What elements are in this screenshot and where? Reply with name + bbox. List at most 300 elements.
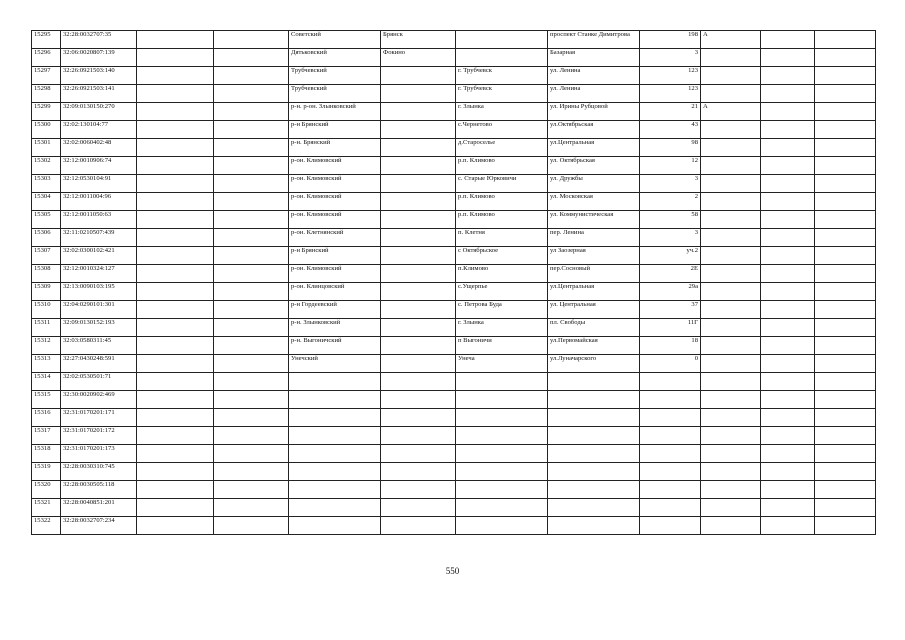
table-row — [32, 355, 876, 373]
empty-cell — [214, 247, 289, 265]
letter-cell: А — [701, 103, 761, 121]
property-register-table — [31, 30, 876, 535]
table-row — [32, 409, 876, 427]
settlement-cell — [381, 427, 456, 445]
empty-cell — [137, 337, 214, 355]
locality-cell — [456, 31, 548, 49]
row-number-cell: 15297 — [32, 67, 61, 85]
locality-cell: р.п. Климово — [456, 193, 548, 211]
row-number-cell: 15314 — [32, 373, 61, 391]
empty-cell — [761, 445, 815, 463]
empty-cell — [815, 427, 876, 445]
settlement-cell — [381, 463, 456, 481]
table-row — [32, 265, 876, 283]
settlement-cell — [381, 211, 456, 229]
empty-cell — [137, 49, 214, 67]
street-cell: ул. Центральная — [548, 301, 640, 319]
district-cell — [289, 463, 381, 481]
row-number-cell: 15300 — [32, 121, 61, 139]
house-number-cell: 11Г — [640, 319, 701, 337]
settlement-cell — [381, 499, 456, 517]
house-number-cell: 2 — [640, 193, 701, 211]
empty-cell — [137, 319, 214, 337]
locality-cell: д.Староселье — [456, 139, 548, 157]
locality-cell — [456, 409, 548, 427]
locality-cell: г. Трубчевск — [456, 85, 548, 103]
empty-cell — [815, 301, 876, 319]
street-cell — [548, 499, 640, 517]
settlement-cell — [381, 355, 456, 373]
district-cell: р-н. Выгоничский — [289, 337, 381, 355]
table-row — [32, 283, 876, 301]
cadastral-number-cell: 32:12:0530104:91 — [61, 175, 137, 193]
empty-cell — [214, 499, 289, 517]
street-cell: ул.Октябрьская — [548, 121, 640, 139]
district-cell: р-он. Климовский — [289, 193, 381, 211]
settlement-cell — [381, 85, 456, 103]
empty-cell — [815, 499, 876, 517]
empty-cell — [214, 409, 289, 427]
locality-cell: г. Злынка — [456, 319, 548, 337]
street-cell — [548, 463, 640, 481]
district-cell: р-он. Климовский — [289, 157, 381, 175]
cadastral-number-cell: 32:11:0210507:439 — [61, 229, 137, 247]
empty-cell — [137, 481, 214, 499]
district-cell: Трубчевский — [289, 85, 381, 103]
letter-cell — [701, 355, 761, 373]
table-row — [32, 31, 876, 49]
cadastral-number-cell: 32:09:0130150:270 — [61, 103, 137, 121]
row-number-cell: 15302 — [32, 157, 61, 175]
empty-cell — [761, 193, 815, 211]
locality-cell: г. Злынка — [456, 103, 548, 121]
empty-cell — [214, 355, 289, 373]
empty-cell — [214, 301, 289, 319]
street-cell: пл. Свободы — [548, 319, 640, 337]
street-cell: ул Заозерная — [548, 247, 640, 265]
letter-cell — [701, 85, 761, 103]
letter-cell — [701, 319, 761, 337]
locality-cell — [456, 463, 548, 481]
cadastral-number-cell: 32:12:0011050:63 — [61, 211, 137, 229]
house-number-cell: 123 — [640, 85, 701, 103]
empty-cell — [815, 67, 876, 85]
empty-cell — [214, 31, 289, 49]
empty-cell — [214, 175, 289, 193]
empty-cell — [815, 481, 876, 499]
settlement-cell — [381, 373, 456, 391]
letter-cell — [701, 337, 761, 355]
district-cell: р-он. Клетнянский — [289, 229, 381, 247]
row-number-cell: 15315 — [32, 391, 61, 409]
table-row — [32, 301, 876, 319]
letter-cell — [701, 193, 761, 211]
row-number-cell: 15311 — [32, 319, 61, 337]
locality-cell: г. Трубчевск — [456, 67, 548, 85]
table-row — [32, 337, 876, 355]
locality-cell: п. Клетня — [456, 229, 548, 247]
letter-cell — [701, 67, 761, 85]
cadastral-number-cell: 32:28:0040851:201 — [61, 499, 137, 517]
empty-cell — [214, 193, 289, 211]
empty-cell — [214, 319, 289, 337]
street-cell — [548, 391, 640, 409]
house-number-cell: 37 — [640, 301, 701, 319]
letter-cell — [701, 139, 761, 157]
street-cell: Базарная — [548, 49, 640, 67]
empty-cell — [761, 67, 815, 85]
house-number-cell: 98 — [640, 139, 701, 157]
district-cell: р-он. Климовский — [289, 175, 381, 193]
cadastral-number-cell: 32:03:0580311:45 — [61, 337, 137, 355]
settlement-cell — [381, 337, 456, 355]
empty-cell — [214, 445, 289, 463]
letter-cell — [701, 517, 761, 535]
locality-cell: с Октябрьское — [456, 247, 548, 265]
house-number-cell — [640, 409, 701, 427]
empty-cell — [214, 121, 289, 139]
street-cell: ул. Дружбы — [548, 175, 640, 193]
street-cell: ул.Первомайская — [548, 337, 640, 355]
table-body — [32, 31, 876, 535]
empty-cell — [137, 445, 214, 463]
street-cell: проспект Станке Димитрова — [548, 31, 640, 49]
empty-cell — [137, 175, 214, 193]
district-cell: Советский — [289, 31, 381, 49]
letter-cell — [701, 391, 761, 409]
locality-cell — [456, 481, 548, 499]
empty-cell — [815, 265, 876, 283]
empty-cell — [137, 517, 214, 535]
empty-cell — [137, 211, 214, 229]
letter-cell — [701, 157, 761, 175]
empty-cell — [214, 157, 289, 175]
district-cell — [289, 445, 381, 463]
cadastral-number-cell: 32:28:0032707:234 — [61, 517, 137, 535]
locality-cell: с. Старые Юрковичи — [456, 175, 548, 193]
empty-cell — [214, 427, 289, 445]
house-number-cell — [640, 445, 701, 463]
table-row — [32, 229, 876, 247]
settlement-cell — [381, 139, 456, 157]
table-row — [32, 67, 876, 85]
settlement-cell — [381, 319, 456, 337]
table-row — [32, 247, 876, 265]
settlement-cell — [381, 283, 456, 301]
empty-cell — [214, 265, 289, 283]
empty-cell — [815, 391, 876, 409]
empty-cell — [815, 355, 876, 373]
table-row — [32, 49, 876, 67]
row-number-cell: 15298 — [32, 85, 61, 103]
district-cell — [289, 391, 381, 409]
empty-cell — [214, 229, 289, 247]
house-number-cell: 2Е — [640, 265, 701, 283]
table-row — [32, 103, 876, 121]
street-cell: пер. Ленина — [548, 229, 640, 247]
cadastral-number-cell: 32:28:0032707:35 — [61, 31, 137, 49]
empty-cell — [214, 85, 289, 103]
empty-cell — [761, 301, 815, 319]
empty-cell — [137, 67, 214, 85]
empty-cell — [815, 85, 876, 103]
letter-cell — [701, 247, 761, 265]
empty-cell — [815, 139, 876, 157]
letter-cell — [701, 499, 761, 517]
empty-cell — [815, 463, 876, 481]
table-row — [32, 373, 876, 391]
house-number-cell: 198 — [640, 31, 701, 49]
letter-cell — [701, 49, 761, 67]
locality-cell: р.п. Климово — [456, 211, 548, 229]
house-number-cell: 18 — [640, 337, 701, 355]
district-cell — [289, 427, 381, 445]
empty-cell — [815, 121, 876, 139]
empty-cell — [761, 229, 815, 247]
empty-cell — [815, 445, 876, 463]
district-cell — [289, 499, 381, 517]
cadastral-number-cell: 32:26:0921503:141 — [61, 85, 137, 103]
street-cell: ул.Луначарского — [548, 355, 640, 373]
row-number-cell: 15321 — [32, 499, 61, 517]
cadastral-number-cell: 32:13:0090103:195 — [61, 283, 137, 301]
row-number-cell: 15318 — [32, 445, 61, 463]
row-number-cell: 15316 — [32, 409, 61, 427]
settlement-cell — [381, 247, 456, 265]
letter-cell — [701, 121, 761, 139]
district-cell — [289, 373, 381, 391]
empty-cell — [761, 85, 815, 103]
street-cell — [548, 481, 640, 499]
letter-cell: А — [701, 31, 761, 49]
empty-cell — [761, 31, 815, 49]
district-cell: Унечский — [289, 355, 381, 373]
empty-cell — [815, 211, 876, 229]
empty-cell — [815, 193, 876, 211]
district-cell: р-н Брянский — [289, 247, 381, 265]
street-cell: пер.Сосновый — [548, 265, 640, 283]
cadastral-number-cell: 32:04:0290101:301 — [61, 301, 137, 319]
settlement-cell — [381, 67, 456, 85]
empty-cell — [214, 337, 289, 355]
table-row — [32, 427, 876, 445]
letter-cell — [701, 427, 761, 445]
row-number-cell: 15307 — [32, 247, 61, 265]
settlement-cell — [381, 391, 456, 409]
table-row — [32, 211, 876, 229]
district-cell: р-он. Климовский — [289, 211, 381, 229]
house-number-cell: 0 — [640, 355, 701, 373]
house-number-cell: 58 — [640, 211, 701, 229]
empty-cell — [761, 517, 815, 535]
cadastral-number-cell: 32:30:0020902:469 — [61, 391, 137, 409]
empty-cell — [137, 391, 214, 409]
locality-cell — [456, 373, 548, 391]
empty-cell — [137, 193, 214, 211]
district-cell — [289, 481, 381, 499]
settlement-cell — [381, 481, 456, 499]
house-number-cell: 43 — [640, 121, 701, 139]
row-number-cell: 15320 — [32, 481, 61, 499]
street-cell: ул. Коммунистическая — [548, 211, 640, 229]
cadastral-number-cell: 32:31:0170201:173 — [61, 445, 137, 463]
settlement-cell — [381, 301, 456, 319]
letter-cell — [701, 283, 761, 301]
empty-cell — [214, 481, 289, 499]
letter-cell — [701, 265, 761, 283]
empty-cell — [761, 157, 815, 175]
street-cell: ул.Центральная — [548, 139, 640, 157]
locality-cell — [456, 427, 548, 445]
empty-cell — [815, 337, 876, 355]
locality-cell — [456, 445, 548, 463]
row-number-cell: 15312 — [32, 337, 61, 355]
cadastral-number-cell: 32:27:0430248:591 — [61, 355, 137, 373]
empty-cell — [214, 67, 289, 85]
row-number-cell: 15310 — [32, 301, 61, 319]
street-cell: ул. Ленина — [548, 85, 640, 103]
row-number-cell: 15308 — [32, 265, 61, 283]
cadastral-number-cell: 32:02:130104:77 — [61, 121, 137, 139]
district-cell: р-н. Злынковский — [289, 319, 381, 337]
district-cell: Трубчевский — [289, 67, 381, 85]
house-number-cell — [640, 517, 701, 535]
empty-cell — [815, 319, 876, 337]
row-number-cell: 15296 — [32, 49, 61, 67]
cadastral-number-cell: 32:31:0170201:171 — [61, 409, 137, 427]
empty-cell — [815, 49, 876, 67]
locality-cell: с.Чернетово — [456, 121, 548, 139]
table-row — [32, 391, 876, 409]
empty-cell — [137, 139, 214, 157]
house-number-cell: уч.2 — [640, 247, 701, 265]
locality-cell — [456, 391, 548, 409]
house-number-cell — [640, 373, 701, 391]
empty-cell — [761, 481, 815, 499]
locality-cell: п.Климово — [456, 265, 548, 283]
row-number-cell: 15319 — [32, 463, 61, 481]
empty-cell — [137, 355, 214, 373]
empty-cell — [761, 427, 815, 445]
cadastral-number-cell: 32:02:0300102:421 — [61, 247, 137, 265]
empty-cell — [815, 283, 876, 301]
empty-cell — [815, 103, 876, 121]
table-row — [32, 499, 876, 517]
district-cell: р-н Брянский — [289, 121, 381, 139]
empty-cell — [137, 427, 214, 445]
empty-cell — [137, 373, 214, 391]
empty-cell — [137, 499, 214, 517]
empty-cell — [214, 373, 289, 391]
empty-cell — [815, 247, 876, 265]
settlement-cell — [381, 193, 456, 211]
row-number-cell: 15317 — [32, 427, 61, 445]
empty-cell — [761, 175, 815, 193]
empty-cell — [761, 355, 815, 373]
row-number-cell: 15295 — [32, 31, 61, 49]
empty-cell — [214, 391, 289, 409]
row-number-cell: 15309 — [32, 283, 61, 301]
house-number-cell: 3 — [640, 229, 701, 247]
empty-cell — [137, 31, 214, 49]
street-cell — [548, 427, 640, 445]
row-number-cell: 15301 — [32, 139, 61, 157]
empty-cell — [761, 463, 815, 481]
empty-cell — [761, 247, 815, 265]
row-number-cell: 15304 — [32, 193, 61, 211]
locality-cell — [456, 49, 548, 67]
table-row — [32, 157, 876, 175]
row-number-cell: 15303 — [32, 175, 61, 193]
letter-cell — [701, 373, 761, 391]
cadastral-number-cell: 32:26:0921503:140 — [61, 67, 137, 85]
table-row — [32, 139, 876, 157]
row-number-cell: 15313 — [32, 355, 61, 373]
empty-cell — [137, 247, 214, 265]
house-number-cell — [640, 391, 701, 409]
locality-cell: р.п. Климово — [456, 157, 548, 175]
settlement-cell: Брянск — [381, 31, 456, 49]
empty-cell — [214, 103, 289, 121]
empty-cell — [761, 337, 815, 355]
empty-cell — [761, 49, 815, 67]
empty-cell — [214, 283, 289, 301]
empty-cell — [761, 391, 815, 409]
letter-cell — [701, 175, 761, 193]
empty-cell — [137, 409, 214, 427]
empty-cell — [137, 301, 214, 319]
row-number-cell: 15306 — [32, 229, 61, 247]
house-number-cell: 21 — [640, 103, 701, 121]
empty-cell — [214, 49, 289, 67]
empty-cell — [137, 265, 214, 283]
empty-cell — [815, 373, 876, 391]
table-row — [32, 121, 876, 139]
letter-cell — [701, 409, 761, 427]
table-row — [32, 463, 876, 481]
cadastral-number-cell: 32:02:0060402:48 — [61, 139, 137, 157]
cadastral-number-cell: 32:09:0130152:193 — [61, 319, 137, 337]
district-cell: р-н Гордеевский — [289, 301, 381, 319]
street-cell — [548, 373, 640, 391]
empty-cell — [137, 229, 214, 247]
empty-cell — [214, 463, 289, 481]
street-cell — [548, 409, 640, 427]
street-cell: ул. Московская — [548, 193, 640, 211]
locality-cell — [456, 517, 548, 535]
empty-cell — [761, 139, 815, 157]
settlement-cell — [381, 445, 456, 463]
cadastral-number-cell: 32:02:0530501:71 — [61, 373, 137, 391]
settlement-cell — [381, 103, 456, 121]
district-cell: р-он. Климовский — [289, 265, 381, 283]
empty-cell — [761, 409, 815, 427]
empty-cell — [137, 157, 214, 175]
street-cell: ул.Центральная — [548, 283, 640, 301]
empty-cell — [815, 229, 876, 247]
table-row — [32, 85, 876, 103]
empty-cell — [137, 85, 214, 103]
empty-cell — [214, 211, 289, 229]
cadastral-number-cell: 32:28:0030505:118 — [61, 481, 137, 499]
locality-cell: п Выгоничи — [456, 337, 548, 355]
house-number-cell — [640, 499, 701, 517]
empty-cell — [214, 139, 289, 157]
district-cell: р-он. Клинцовский — [289, 283, 381, 301]
district-cell: Дятьковский — [289, 49, 381, 67]
cadastral-number-cell: 32:31:0170201:172 — [61, 427, 137, 445]
settlement-cell — [381, 229, 456, 247]
